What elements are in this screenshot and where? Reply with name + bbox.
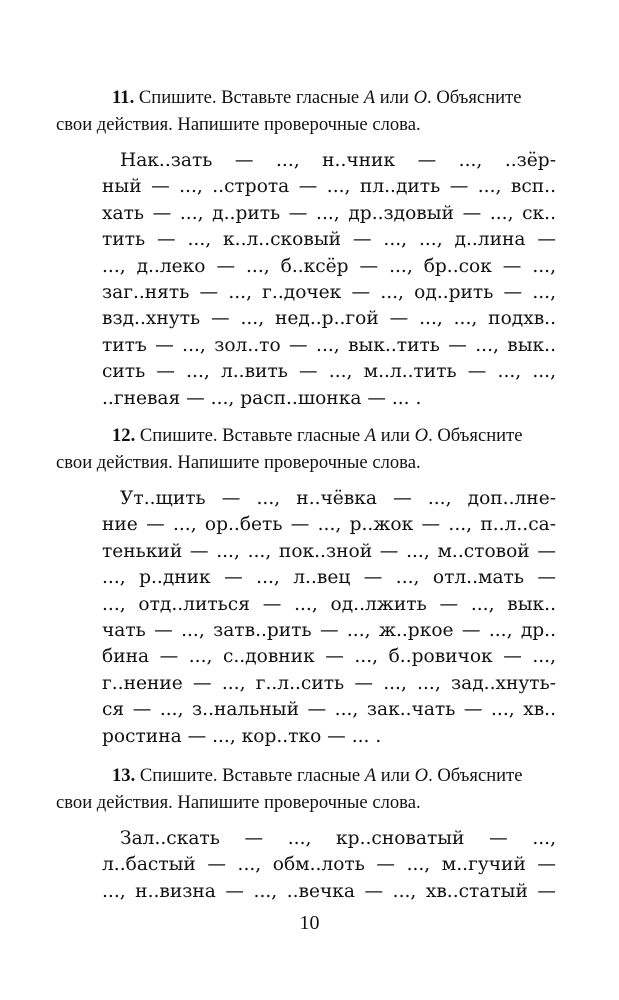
instruction-text: Спишите. Вставьте гласные <box>135 765 365 786</box>
letter-a: А <box>364 765 377 786</box>
letter-a: А <box>363 87 376 108</box>
exercise-instruction <box>56 422 556 476</box>
exercise-12 <box>56 422 556 750</box>
word-line: ся — ..., з..нальный — ..., зак..чать — ..., хв.. <box>102 699 556 721</box>
page-number: 10 <box>299 912 320 934</box>
exercise-words <box>84 148 556 412</box>
word-line: ростина — ..., кор..тко — ... . <box>102 725 382 747</box>
letter-o: О <box>413 87 428 108</box>
word-line: ..гневая — ..., расп..шонка — ... . <box>102 387 422 409</box>
word-line: ..., н..визна — ..., ..вечка — ..., хв..статый — <box>102 880 556 902</box>
exercise-instruction <box>56 762 556 816</box>
word-line: Зал..скать — ..., кр..сноватый — ..., <box>120 828 556 849</box>
exercise-number: 13. <box>112 765 136 786</box>
word-line: хать — ..., д..рить — ..., др..здовый — ..., ск.. <box>102 202 556 224</box>
word-line: ние — ..., ор..беть — ..., р..жок — ..., п..л..са- <box>102 514 556 536</box>
letter-a: А <box>364 425 377 446</box>
exercise-words <box>84 826 556 905</box>
letter-o: О <box>414 425 429 446</box>
word-line: ..., д..леко — ..., б..ксёр — ..., бр..сок — ..., <box>102 255 556 277</box>
instruction-text: свои действия. Напишите проверочные слова. <box>56 452 421 473</box>
word-line: ..., отд..литься — ..., од..лжить — ..., вык.. <box>102 593 556 615</box>
word-line: тить — ..., к..л..сковый — ..., ..., д..лина — <box>102 229 556 251</box>
word-line: Ут..щить — ..., н..чёвка — ..., доп..лне- <box>120 488 556 509</box>
word-line: взд..хнуть — ..., нед..р..гой — ..., ..., подхв.. <box>102 308 556 330</box>
word-line: тенький — ..., ..., пок..зной — ..., м..стовой — <box>102 540 556 562</box>
instruction-text: Спишите. Вставьте гласные <box>135 425 365 446</box>
word-line: ный — ..., ..строта — ..., пл..дить — ..., всп.. <box>102 176 556 198</box>
word-line: сить — ..., л..вить — ..., м..л..тить — ..., ..., <box>102 361 556 383</box>
letter-o: О <box>414 765 429 786</box>
word-line: л..бастый — ..., обм..лоть — ..., м..гучий — <box>102 854 556 876</box>
word-line: ..., р..дник — ..., л..вец — ..., отл..мать — <box>102 567 556 589</box>
exercise-number: 12. <box>112 425 136 446</box>
instruction-text: . Объясните <box>428 765 523 786</box>
instruction-text: . Объясните <box>428 425 523 446</box>
word-line: заг..нять — ..., г..дочек — ..., од..рить — ..., <box>102 282 556 304</box>
instruction-text: Спишите. Вставьте гласные <box>134 87 364 108</box>
exercise-13 <box>56 762 556 905</box>
word-line: г..нение — ..., г..л..сить — ..., ..., зад..хнуть- <box>102 672 556 694</box>
word-line: чать — ..., затв..рить — ..., ж..ркое — ..., др.. <box>102 620 556 642</box>
instruction-text: свои действия. Напишите проверочные слова. <box>56 114 421 135</box>
word-line: титъ — ..., зол..то — ..., вык..тить — ..., вык.. <box>102 334 556 356</box>
exercise-number: 11. <box>112 87 135 108</box>
exercise-instruction <box>56 84 556 138</box>
instruction-text: свои действия. Напишите проверочные слова. <box>56 792 421 813</box>
instruction-text: или <box>376 765 415 786</box>
word-line: Нак..зать — ..., н..чник — ..., ..зёр- <box>120 150 556 171</box>
instruction-text: или <box>375 87 414 108</box>
exercise-words <box>84 486 556 750</box>
instruction-text: или <box>376 425 415 446</box>
exercise-11 <box>56 84 556 412</box>
word-line: бина — ..., с..довник — ..., б..ровичок — ..., <box>102 646 556 668</box>
instruction-text: . Объясните <box>427 87 522 108</box>
